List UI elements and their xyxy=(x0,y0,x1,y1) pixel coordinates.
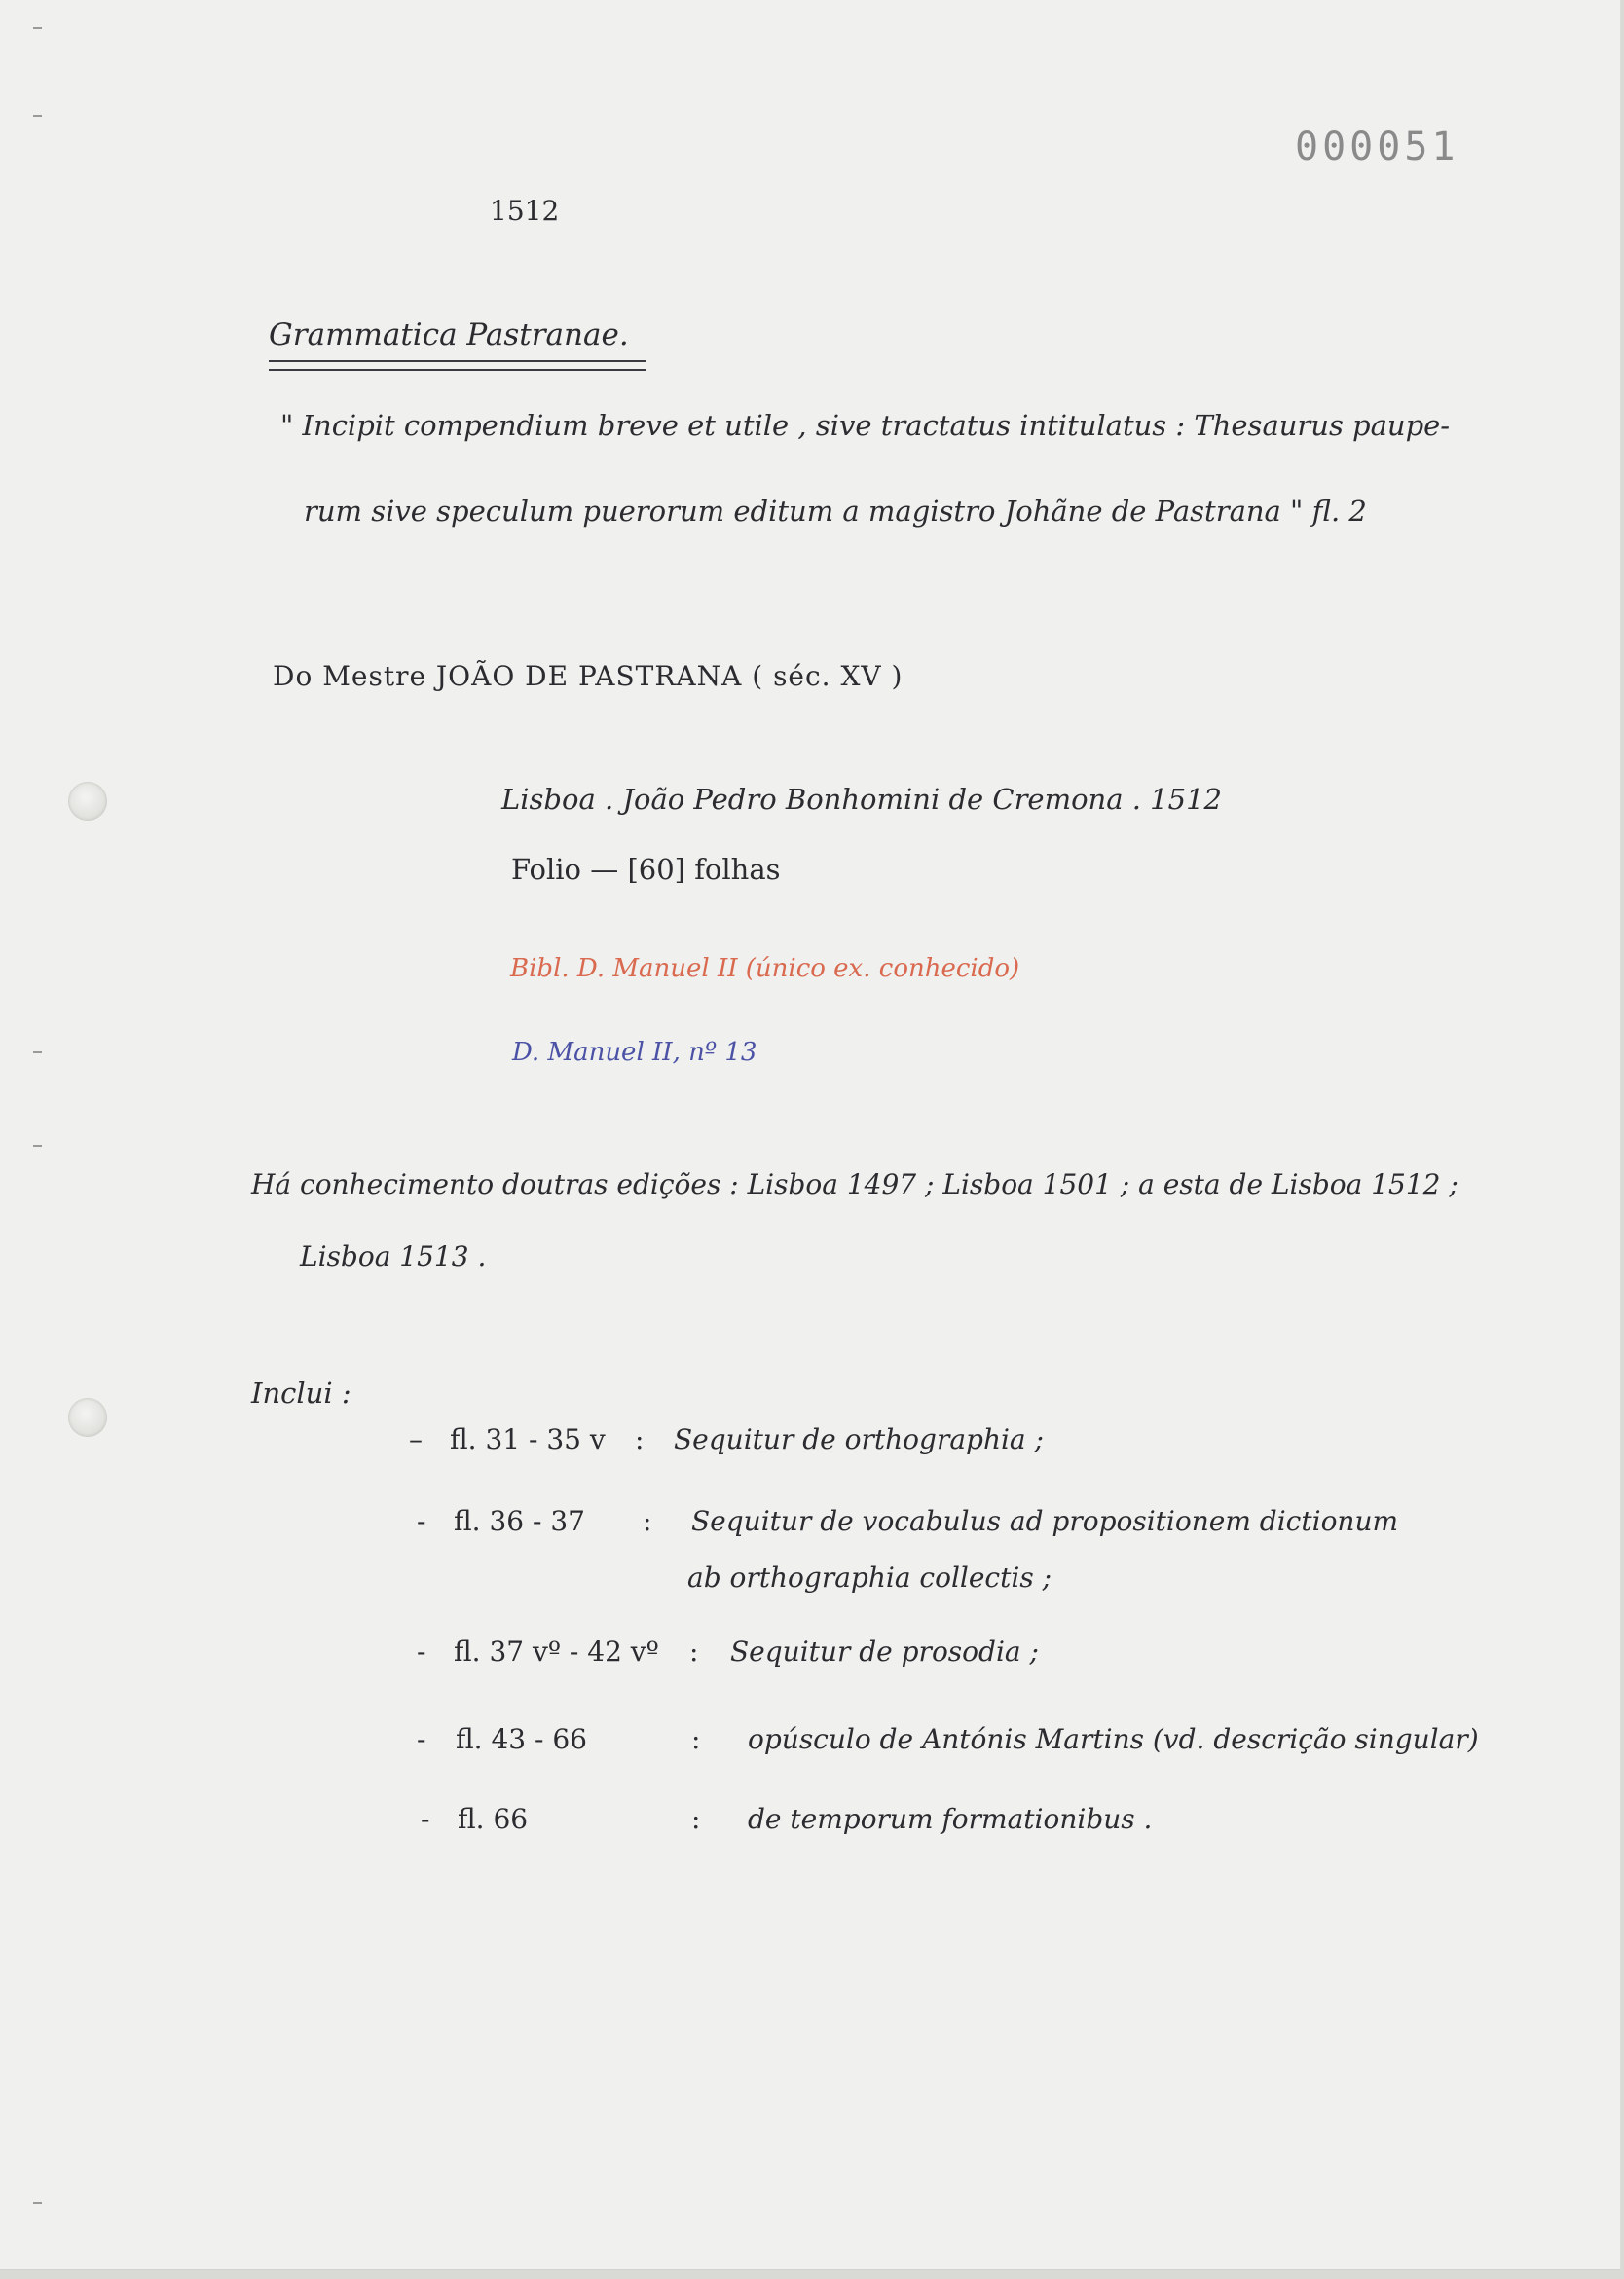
punch-hole xyxy=(68,1398,107,1437)
item-folio-ref: fl. 43 - 66 xyxy=(456,1723,587,1755)
item-description: de temporum formationibus . xyxy=(748,1803,1153,1835)
includes-label: Inclui : xyxy=(251,1377,351,1410)
item-dash: - xyxy=(417,1636,426,1668)
stamp-number: 000051 xyxy=(1295,125,1459,169)
item-description: opúsculo de Antónis Martins (vd. descrição singular) xyxy=(748,1723,1479,1755)
item-colon: : xyxy=(635,1423,645,1455)
item-description: Sequitur de vocabulus ad propositionem dictionum xyxy=(691,1505,1399,1537)
page-title: Grammatica Pastranae. xyxy=(269,317,629,352)
incipit-line-2: rum sive speculum puerorum editum a magistro Johãne de Pastrana " fl. 2 xyxy=(304,495,1367,528)
year: 1512 xyxy=(490,195,560,227)
item-dash: - xyxy=(421,1803,430,1835)
item-colon: : xyxy=(643,1505,652,1537)
margin-tick xyxy=(33,1051,42,1053)
item-folio-ref: fl. 66 xyxy=(458,1803,529,1835)
margin-tick xyxy=(33,1145,42,1147)
item-dash: – xyxy=(409,1423,423,1455)
item-colon: : xyxy=(691,1723,701,1755)
item-folio-ref: fl. 36 - 37 xyxy=(454,1505,585,1537)
item-folio-ref: fl. 31 - 35 v xyxy=(450,1423,606,1455)
catalog-ref: D. Manuel II, nº 13 xyxy=(512,1038,757,1067)
item-colon: : xyxy=(689,1636,699,1668)
item-dash: - xyxy=(417,1505,426,1537)
format: Folio — [60] folhas xyxy=(511,853,781,886)
other-editions-line-2: Lisboa 1513 . xyxy=(300,1240,487,1272)
author-line: Do Mestre JOÃO DE PASTRANA ( séc. XV ) xyxy=(273,660,904,692)
margin-tick xyxy=(33,27,42,29)
item-description-continued: ab orthographia collectis ; xyxy=(687,1562,1052,1594)
holding-note: Bibl. D. Manuel II (único ex. conhecido) xyxy=(510,954,1020,983)
punch-hole xyxy=(68,782,107,821)
item-description: Sequitur de prosodia ; xyxy=(730,1636,1039,1668)
item-dash: - xyxy=(417,1723,426,1755)
margin-tick xyxy=(33,2202,42,2204)
item-folio-ref: fl. 37 vº - 42 vº xyxy=(454,1636,659,1668)
incipit-line-1: " Incipit compendium breve et utile , sive tractatus intitulatus : Thesaurus paupe- xyxy=(280,409,1451,442)
item-colon: : xyxy=(691,1803,701,1835)
margin-tick xyxy=(33,115,42,117)
item-description: Sequitur de orthographia ; xyxy=(674,1423,1044,1455)
imprint: Lisboa . João Pedro Bonhomini de Cremona . 1512 xyxy=(501,783,1222,816)
other-editions-line-1: Há conhecimento doutras edições : Lisboa 1497 ; Lisboa 1501 ; a esta de Lisboa 1512 ; xyxy=(251,1168,1458,1200)
title-underline xyxy=(269,360,646,371)
